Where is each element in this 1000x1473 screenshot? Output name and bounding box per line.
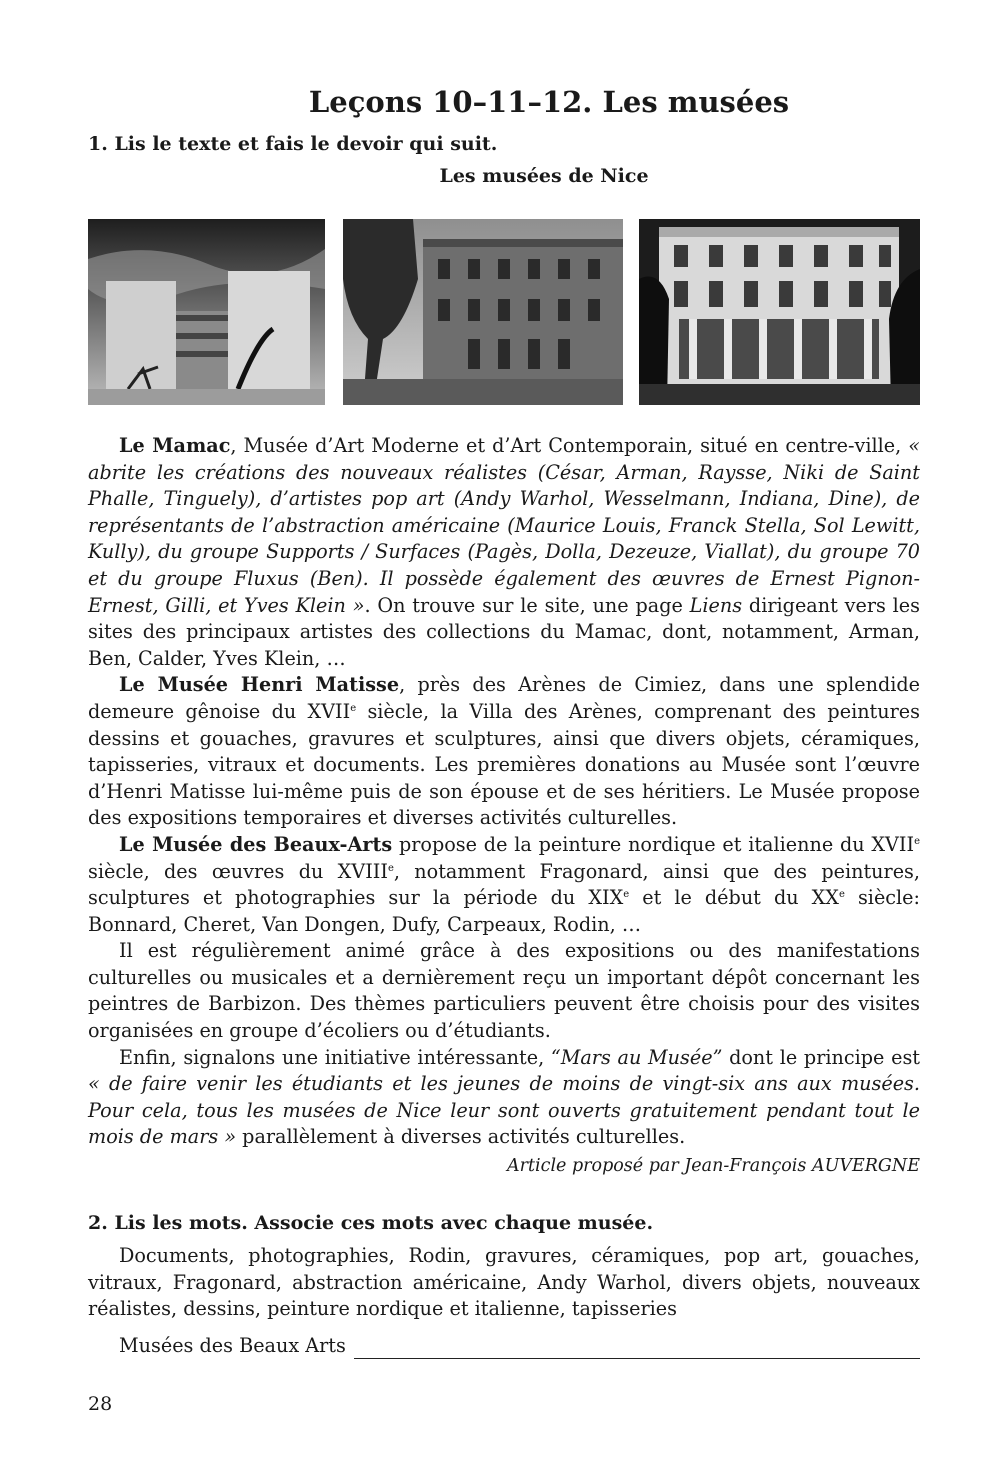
museum-photos [88, 219, 920, 405]
paragraph-animations: Il est régulièrement animé grâce à des expositions ou des manifestations culturelles ou musicales et a dernièrement reçu un important dépôt concernant les peintres de Barbizon. Des thèmes particuliers peuvent être choisis pour des visites organisées en groupe d’écoliers ou d’étudiants. [88, 939, 920, 1043]
superscript: e [838, 889, 845, 901]
attribution: Article proposé par Jean-François AUVERGNE [507, 1156, 920, 1177]
quote: « de faire venir les étudiants et les jeunes de moins de vingt-six ans aux musées. Pour cela, tous les musées de Nice leur sont ouverts gratuitement pendant tout le mois de mars » [88, 1072, 920, 1149]
answer-blank-line[interactable] [354, 1338, 920, 1359]
superscript: e [914, 835, 920, 847]
text-span: , près des Arènes de Cimiez, dans une splendide demeure gênoise du XVII [88, 673, 921, 723]
article-text [88, 433, 920, 1151]
mars-au-musee-term: “Mars au Musée” [550, 1045, 723, 1069]
superscript: e [350, 702, 357, 714]
mamac-photo [88, 219, 325, 405]
text-span: , notamment Fragonard, ainsi que des peintures, sculptures et photographies sur la période du XIX [88, 859, 921, 910]
page-number: 28 [88, 1393, 113, 1415]
text-span: Enfin, signalons une initiative intéressante, [119, 1045, 551, 1069]
paragraph-beaux-arts [88, 832, 920, 938]
text-span: dont le principe est [722, 1045, 920, 1069]
paragraph-mars-au-musee [88, 1045, 920, 1151]
word-list: Documents, photographies, Rodin, gravures, céramiques, pop art, gouaches, vitraux, Fragonard, abstraction américaine, Andy Warhol, divers objets, nouveaux réalistes, dessins, peinture nordique et italienne, tapisseries [88, 1244, 920, 1321]
text-span: siècle, la Villa des Arènes, comprenant des peintures dessins et gouaches, gravures et sculptures, ainsi que divers objets, céramiques, tapisseries, vitraux et documents. Les premières donations au Musée sont l’œuvre d’Henri Matisse lui-même puis de son épouse et de ses héritiers. Le Musée propose des expositions temporaires et diverses activités culturelles. [88, 699, 920, 830]
text-span: propose de la peinture nordique et italienne du XVII [392, 832, 915, 856]
museum-name-beaux-arts: Le Musée des Beaux-Arts [119, 832, 393, 856]
exercise-1-heading: 1. Lis le texte et fais le devoir qui suit. [88, 133, 498, 155]
superscript: e [387, 862, 394, 874]
text-span: siècle, des œuvres du XVIII [88, 859, 388, 883]
superscript: e [623, 889, 630, 901]
beaux-arts-museum-photo [639, 219, 920, 405]
text-title: Les musées de Nice [439, 165, 649, 187]
lesson-title: Leçons 10–11–12. Les musées [308, 85, 790, 119]
text-span: , Musée d’Art Moderne et d’Art Contemporain, situé en centre-ville, [230, 434, 909, 457]
text-span: parallèlement à diverses activités culturelles. [236, 1125, 686, 1149]
quote: « abrite les créations des nouveaux réalistes (César, Arman, Raysse, Niki de Saint Phalle, Tinguely), d’artistes pop art (Andy Warhol, Wesselmann, Indiana, Dine), de représentants de l’abstraction américaine (Maurice Louis, Franck Stella, Sol Lewitt, Kully), du groupe Supports / Surfaces (Pagès, Dolla, Dezeuze, Viallat), du groupe 70 et du groupe Fluxus (Ben). Il possède également des œuvres de Ernest Pignon-Ernest, Gilli, et Yves Klein » [88, 434, 921, 617]
page-content [88, 80, 920, 1359]
answer-label: Musées des Beaux Arts [119, 1333, 346, 1357]
answer-row-beaux-arts [88, 1333, 920, 1360]
museum-name-matisse: Le Musée Henri Matisse [119, 673, 400, 697]
paragraph-matisse [88, 672, 920, 832]
text-span: et le début du XX [629, 886, 839, 910]
exercise-2-heading: 2. Lis les mots. Associe ces mots avec chaque musée. [88, 1212, 654, 1235]
museum-name-mamac: Le Mamac [119, 434, 231, 457]
matisse-museum-photo [343, 219, 623, 405]
liens-term: Liens [689, 593, 743, 617]
text-span: siècle: Bonnard, Cheret, Van Dongen, Dufy, Carpeaux, Rodin, … [88, 886, 921, 936]
text-span: . On trouve sur le site, une page [364, 593, 690, 617]
text-span: dirigeant vers les sites des principaux artistes des collections du Mamac, dont, notamment, Arman, Ben, Calder, Yves Klein, … [88, 593, 920, 670]
paragraph-mamac [88, 433, 920, 672]
